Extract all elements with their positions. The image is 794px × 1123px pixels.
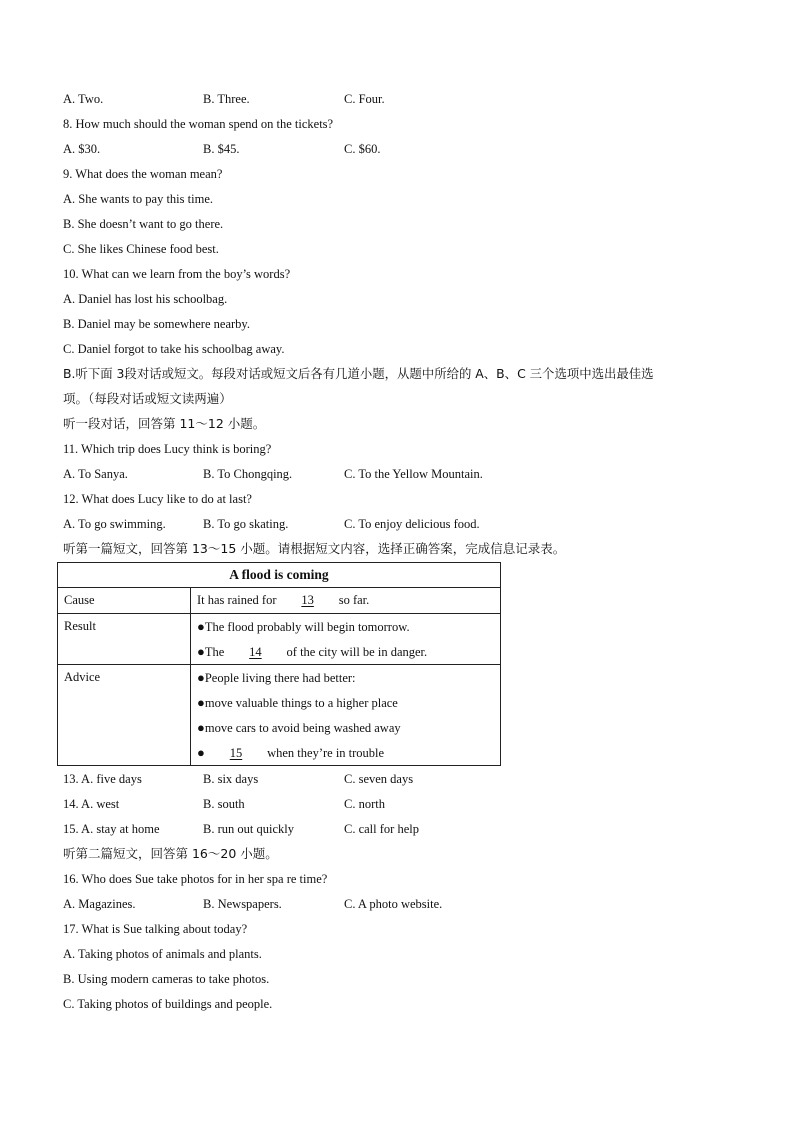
q13-option-a: 13. A. five days (63, 772, 142, 786)
q14-option-b: B. south (203, 797, 245, 811)
q8-question: 8. How much should the woman spend on the tickets? (63, 117, 334, 131)
bullet-icon: ● (197, 644, 205, 659)
q8-option-b: B. $45. (203, 142, 240, 156)
advice-label: Advice (58, 665, 191, 766)
advice-cell (191, 665, 501, 766)
q16-question: 16. Who does Sue take photos for in her spa re time? (63, 872, 328, 886)
section-b-instruction-line2: 项。（每段对话或短文读两遍） (63, 391, 232, 406)
q10-option-b: B. Daniel may be somewhere nearby. (63, 317, 250, 331)
q15-option-c: C. call for help (344, 822, 419, 836)
q7-option-c: C. Four. (344, 92, 385, 106)
cause-text-post: so far. (338, 593, 370, 607)
passage2-instruction: 听第二篇短文，回答第 16～20 小题。 (63, 846, 278, 861)
advice-item-4-post: when they’re in trouble (267, 746, 385, 760)
cause-text-pre: It has rained for (197, 593, 277, 607)
bullet-icon: ● (197, 619, 205, 634)
q10-question: 10. What can we learn from the boy’s words? (63, 267, 291, 281)
q17-question: 17. What is Sue talking about today? (63, 922, 248, 936)
blank-15: 15 (229, 746, 243, 760)
q15-option-a: 15. A. stay at home (63, 822, 160, 836)
q13-option-b: B. six days (203, 772, 259, 786)
result-label: Result (58, 614, 191, 665)
q7-option-a: A. Two. (63, 92, 104, 106)
bullet-icon: ● (197, 745, 205, 760)
q10-option-c: C. Daniel forgot to take his schoolbag away. (63, 342, 285, 356)
q14-option-c: C. north (344, 797, 385, 811)
result-item-2-pre: The (204, 645, 225, 659)
q16-option-c: C. A photo website. (344, 897, 443, 911)
q17-option-b: B. Using modern cameras to take photos. (63, 972, 270, 986)
q12-option-c: C. To enjoy delicious food. (344, 517, 480, 531)
q12-option-b: B. To go skating. (203, 517, 289, 531)
result-item-1: The flood probably will begin tomorrow. (204, 620, 410, 634)
q11-question: 11. Which trip does Lucy think is boring? (63, 442, 272, 456)
q10-option-a: A. Daniel has lost his schoolbag. (63, 292, 228, 306)
advice-item-1: People living there had better: (204, 671, 356, 685)
q11-option-a: A. To Sanya. (63, 467, 128, 481)
info-record-table (57, 562, 501, 766)
q8-option-a: A. $30. (63, 142, 101, 156)
bullet-icon: ● (197, 670, 205, 685)
q17-option-c: C. Taking photos of buildings and people. (63, 997, 273, 1011)
q16-option-b: B. Newspapers. (203, 897, 282, 911)
advice-item-3: move cars to avoid being washed away (204, 721, 401, 735)
q14-option-a: 14. A. west (63, 797, 120, 811)
q11-option-c: C. To the Yellow Mountain. (344, 467, 483, 481)
q9-option-c: C. She likes Chinese food best. (63, 242, 219, 256)
q12-option-a: A. To go swimming. (63, 517, 166, 531)
q12-question: 12. What does Lucy like to do at last? (63, 492, 252, 506)
q7-option-b: B. Three. (203, 92, 250, 106)
blank-14: 14 (249, 645, 262, 659)
q11-option-b: B. To Chongqing. (203, 467, 293, 481)
q15-option-b: B. run out quickly (203, 822, 294, 836)
bullet-icon: ● (197, 720, 205, 735)
advice-item-2: move valuable things to a higher place (204, 696, 398, 710)
q16-option-a: A. Magazines. (63, 897, 136, 911)
section-b-instruction-line1: B.听下面 3段对话或短文。每段对话或短文后各有几道小题，从题中所给的 A、B、C 三个选项中选出最佳选 (63, 366, 654, 381)
table-title: A flood is coming (58, 563, 501, 588)
result-item-2-post: of the city will be in danger. (286, 645, 428, 659)
q9-option-b: B. She doesn’t want to go there. (63, 217, 224, 231)
q8-option-c: C. $60. (344, 142, 381, 156)
cause-label: Cause (58, 588, 191, 614)
passage1-instruction: 听第一篇短文，回答第 13～15 小题。请根据短文内容，选择正确答案，完成信息记录表。 (63, 541, 566, 556)
q13-option-c: C. seven days (344, 772, 414, 786)
cause-cell (191, 588, 501, 614)
dialog1-instruction: 听一段对话，回答第 11～12 小题。 (63, 416, 266, 431)
blank-13: 13 (301, 593, 314, 607)
bullet-icon: ● (197, 695, 205, 710)
q17-option-a: A. Taking photos of animals and plants. (63, 947, 262, 961)
q9-option-a: A. She wants to pay this time. (63, 192, 213, 206)
result-cell (191, 614, 501, 665)
q9-question: 9. What does the woman mean? (63, 167, 223, 181)
